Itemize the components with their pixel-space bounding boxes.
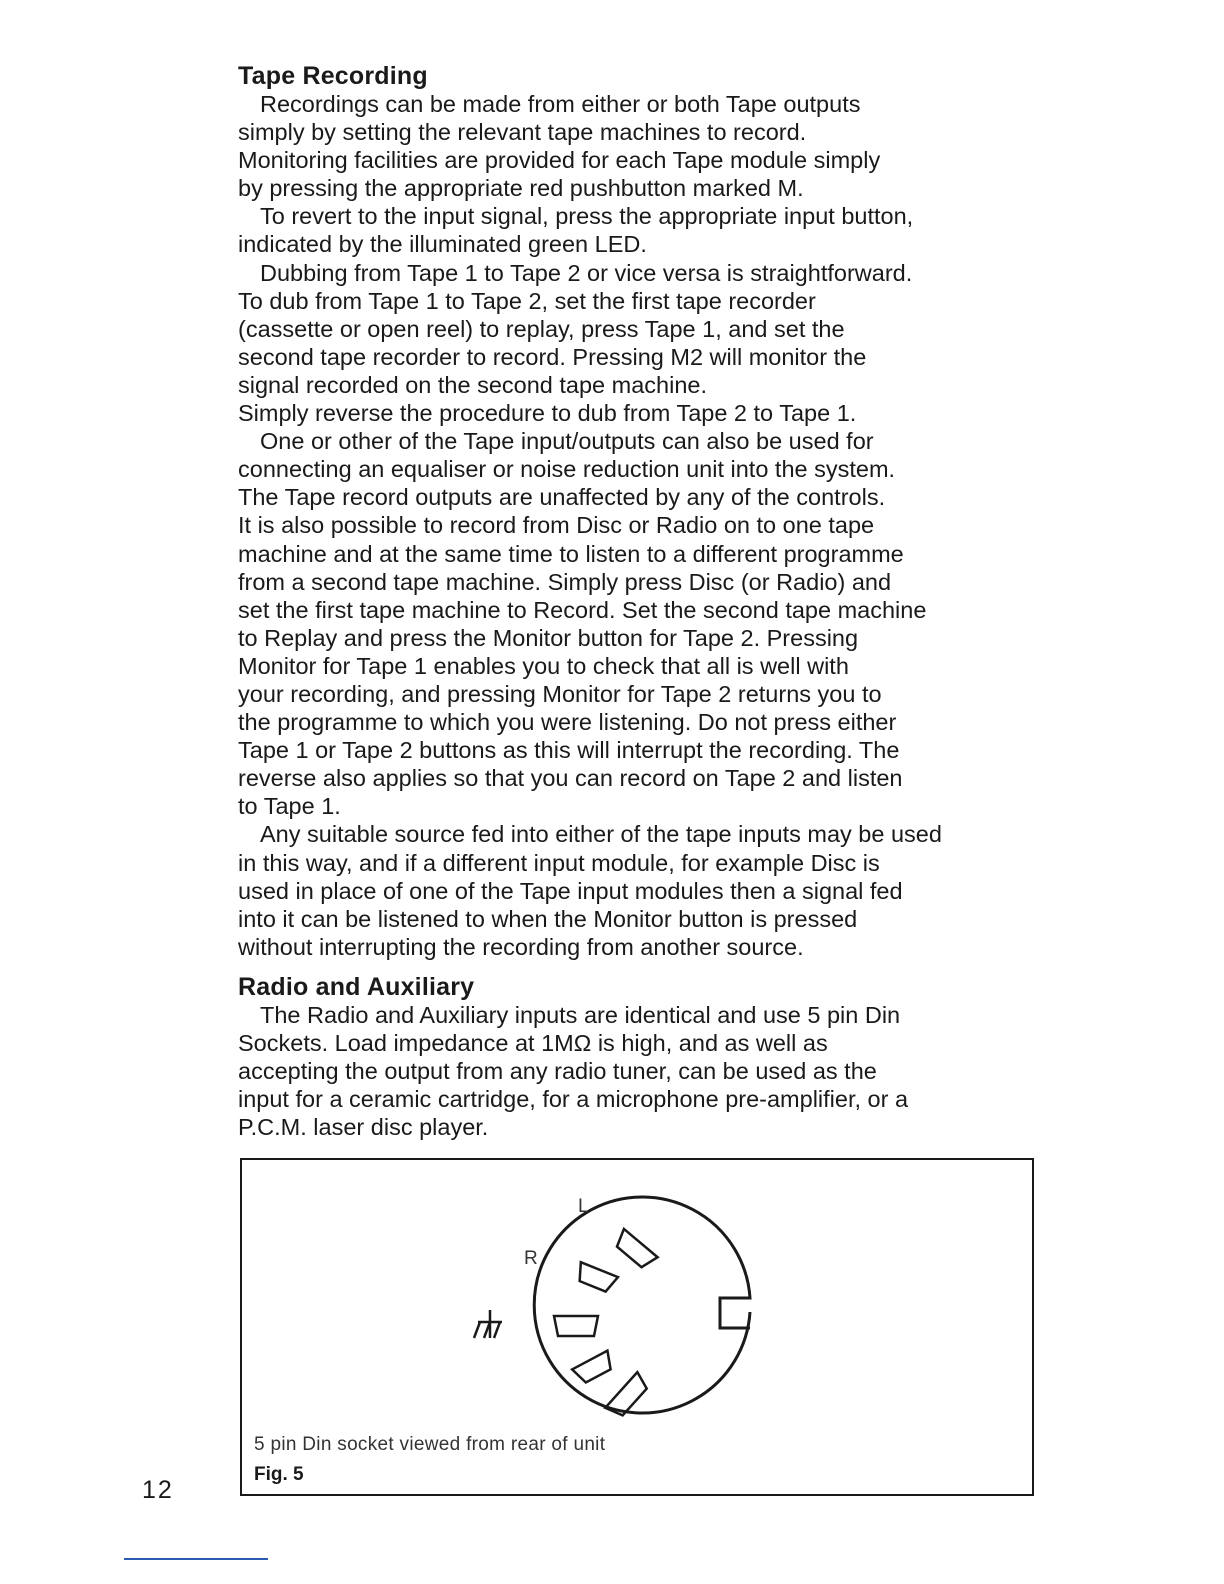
text-line: connecting an equaliser or noise reduction unit into the system. <box>238 456 896 483</box>
text-line: One or other of the Tape input/outputs can also be used for <box>260 428 874 455</box>
footer-rule <box>124 1558 268 1560</box>
text-line: It is also possible to record from Disc or Radio on to one tape <box>238 512 875 539</box>
page-number: 12 <box>142 1476 174 1504</box>
paragraph-radio-auxiliary <box>238 1001 1078 1141</box>
text-line: Recordings can be made from either or both Tape outputs <box>260 91 861 117</box>
text-line: signal recorded on the second tape machine. <box>238 371 708 398</box>
text-line: Monitoring facilities are provided for each Tape module simply <box>238 147 881 174</box>
text-line: the programme to which you were listening. Do not press either <box>238 709 897 736</box>
page-content <box>238 62 1078 1141</box>
text-line: Monitor for Tape 1 enables you to check that all is well with <box>238 652 849 679</box>
pin-ground <box>554 1316 598 1336</box>
text-line: to Replay and press the Monitor button for Tape 2. Pressing <box>238 624 859 651</box>
text-line: to Tape 1. <box>238 793 341 820</box>
text-line: used in place of one of the Tape input modules then a signal fed <box>238 877 903 904</box>
label-l: L <box>578 1196 589 1217</box>
text-line: Dubbing from Tape 1 to Tape 2 or vice versa is straightforward. <box>260 259 913 286</box>
text-line: your recording, and pressing Monitor for Tape 2 returns you to <box>238 680 882 707</box>
pin-lower <box>572 1351 616 1386</box>
text-line: reverse also applies so that you can record on Tape 2 and listen <box>238 765 903 792</box>
text-line: Any suitable source fed into either of the tape inputs may be used <box>260 821 942 848</box>
text-line: machine and at the same time to listen to a different programme <box>238 540 904 567</box>
text-line: without interrupting the recording from another source. <box>238 933 804 960</box>
ground-icon <box>474 1310 502 1338</box>
text-line: To dub from Tape 1 to Tape 2, set the first tape recorder <box>238 287 816 314</box>
text-line: (cassette or open reel) to replay, press Tape 1, and set the <box>238 315 845 342</box>
figure-caption: 5 pin Din socket viewed from rear of unit <box>254 1434 606 1455</box>
pin-r <box>574 1262 618 1294</box>
section-heading-radio-auxiliary: Radio and Auxiliary <box>238 972 475 1001</box>
din-socket-diagram <box>242 1160 1036 1460</box>
text-line: by pressing the appropriate red pushbutton marked M. <box>238 175 804 202</box>
pin-l <box>612 1229 657 1271</box>
label-r: R <box>524 1248 538 1269</box>
text-line: The Tape record outputs are unaffected by any of the controls. <box>238 484 886 511</box>
text-line: set the first tape machine to Record. Set the second tape machine <box>238 596 927 623</box>
text-line: into it can be listened to when the Monitor button is pressed <box>238 905 858 932</box>
text-line: The Radio and Auxiliary inputs are identical and use 5 pin Din <box>260 1001 901 1028</box>
text-line: Sockets. Load impedance at 1MΩ is high, and as well as <box>238 1030 828 1056</box>
text-line: simply by setting the relevant tape machines to record. <box>238 119 807 146</box>
text-line: from a second tape machine. Simply press Disc (or Radio) and <box>238 568 892 595</box>
text-line: accepting the output from any radio tuner, can be used as the <box>238 1058 877 1085</box>
paragraph-tape-recording <box>238 90 1078 961</box>
text-line: To revert to the input signal, press the appropriate input button, <box>260 203 914 230</box>
text-line: input for a ceramic cartridge, for a microphone pre-amplifier, or a <box>238 1086 909 1113</box>
figure-number: Fig. 5 <box>254 1464 304 1485</box>
text-line: P.C.M. laser disc player. <box>238 1114 489 1141</box>
text-line: indicated by the illuminated green LED. <box>238 231 647 258</box>
text-line: Simply reverse the procedure to dub from Tape 2 to Tape 1. <box>238 400 857 427</box>
text-line: in this way, and if a different input module, for example Disc is <box>238 849 880 876</box>
text-line: Tape 1 or Tape 2 buttons as this will interrupt the recording. The <box>238 737 900 764</box>
text-line: second tape recorder to record. Pressing M2 will monitor the <box>238 343 867 370</box>
section-heading-tape-recording: Tape Recording <box>238 62 428 90</box>
figure-din-socket <box>240 1158 1034 1496</box>
